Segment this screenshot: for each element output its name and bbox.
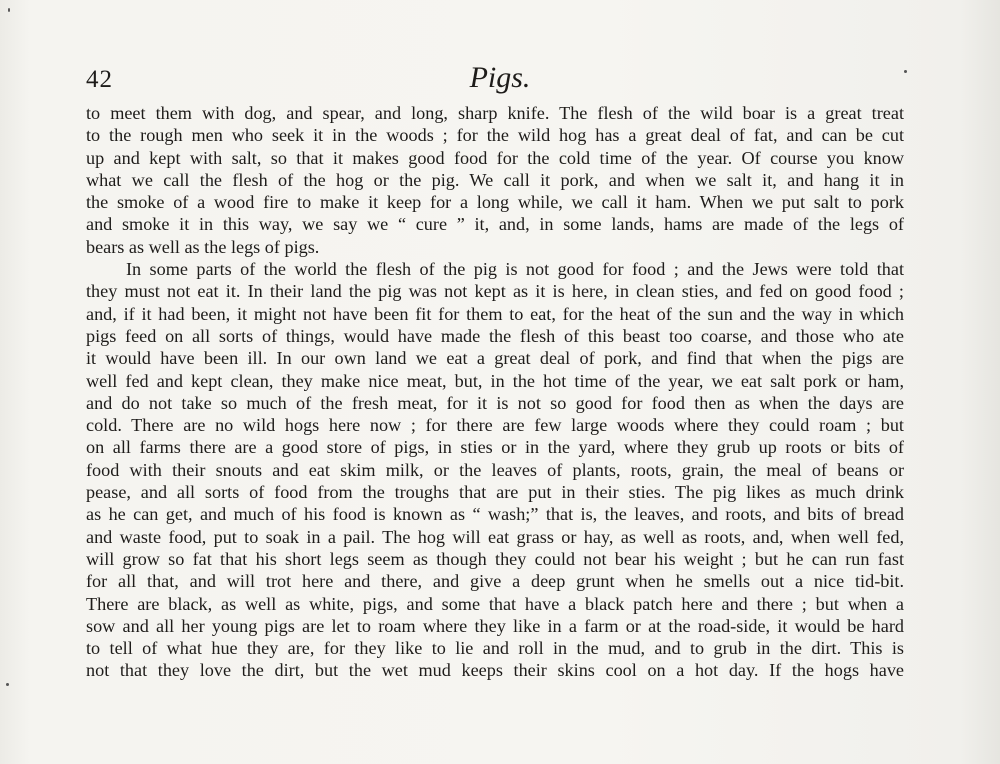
text-line: not that they love the dirt, but the wet mud keeps their skins cool on a hot day. If the hogs have xyxy=(86,660,904,681)
text-line: to the rough men who seek it in the woods ; for the wild hog has a great deal of fat, and can be cut xyxy=(86,125,904,146)
running-title: Pigs. xyxy=(469,61,531,94)
text-line: on all farms there are a good store of pigs, in sties or in the yard, where they grub up roots or bits of xyxy=(86,437,904,458)
text-line: up and kept with salt, so that it makes good food for the cold time of the year. Of course you know xyxy=(86,147,904,168)
text-line: to tell of what hue they are, for they like to lie and roll in the mud, and to grub in the dirt. This is xyxy=(86,638,904,659)
text-line: it would have been ill. In our own land we eat a great deal of pork, and find that when the pigs are xyxy=(86,348,904,369)
text-line: as he can get, and much of his food is known as “ wash;” that is, the leaves, and roots, and bits of bread xyxy=(86,504,904,525)
text-line: well fed and kept clean, they make nice meat, but, in the hot time of the year, we eat salt pork or ham, xyxy=(86,370,904,391)
text-line: and do not take so much of the fresh meat, for it is not so good for food then as when the days are xyxy=(86,392,904,413)
paragraph-2 xyxy=(86,258,904,682)
text-line: for all that, and will trot here and there, and give a deep grunt when he smells out a nice tid-bit. xyxy=(86,571,904,592)
text-line: to meet them with dog, and spear, and long, sharp knife. The flesh of the wild boar is a great treat xyxy=(86,103,904,123)
paper-speck xyxy=(904,70,907,73)
text-line: and smoke it in this way, we say we “ cure ” it, and, in some lands, hams are made of the legs of xyxy=(86,214,904,235)
text-line: bears as well as the legs of pigs. xyxy=(86,236,320,257)
text-line: cold. There are no wild hogs here now ; for there are few large woods where they could roam ; but xyxy=(86,415,904,436)
text-line: pease, and all sorts of food from the troughs that are put in their sties. The pig likes as much drink xyxy=(86,482,904,503)
text-line: they must not eat it. In their land the pig was not kept as it is here, in clean sties, and fed on good food ; xyxy=(86,281,904,302)
text-line: food with their snouts and eat skim milk, or the leaves of plants, roots, grain, the meal of beans or xyxy=(86,459,904,480)
text-line: what we call the flesh of the hog or the pig. We call it pork, and when we salt it, and hang it in xyxy=(86,169,904,190)
text-line: and waste food, put to soak in a pail. The hog will eat grass or hay, as well as roots, and, when well fed, xyxy=(86,526,904,547)
page-number: 42 xyxy=(86,66,113,93)
text-line: and, if it had been, it might not have been fit for them to eat, for the heat of the sun and the way in which xyxy=(86,303,904,324)
paper-speck xyxy=(6,683,9,686)
body-text xyxy=(86,102,904,682)
paper-speck xyxy=(8,8,10,12)
text-line: will grow so fat that his short legs seem as though they could not bear his weight ; but he can run fast xyxy=(86,548,904,569)
text-line: pigs feed on all sorts of things, would have made the flesh of this beast too coarse, and those who ate xyxy=(86,325,904,346)
text-line: In some parts of the world the flesh of the pig is not good for food ; and the Jews were told that xyxy=(126,259,904,280)
text-line: the smoke of a wood fire to make it keep for a long while, we call it ham. When we put salt to pork xyxy=(86,192,904,213)
text-line: There are black, as well as white, pigs, and some that have a black patch here and there ; but when a xyxy=(86,593,904,614)
paragraph-1 xyxy=(86,102,904,258)
text-line: sow and all her young pigs are let to roam where they like in a farm or at the road-side, it would be hard xyxy=(86,615,904,636)
